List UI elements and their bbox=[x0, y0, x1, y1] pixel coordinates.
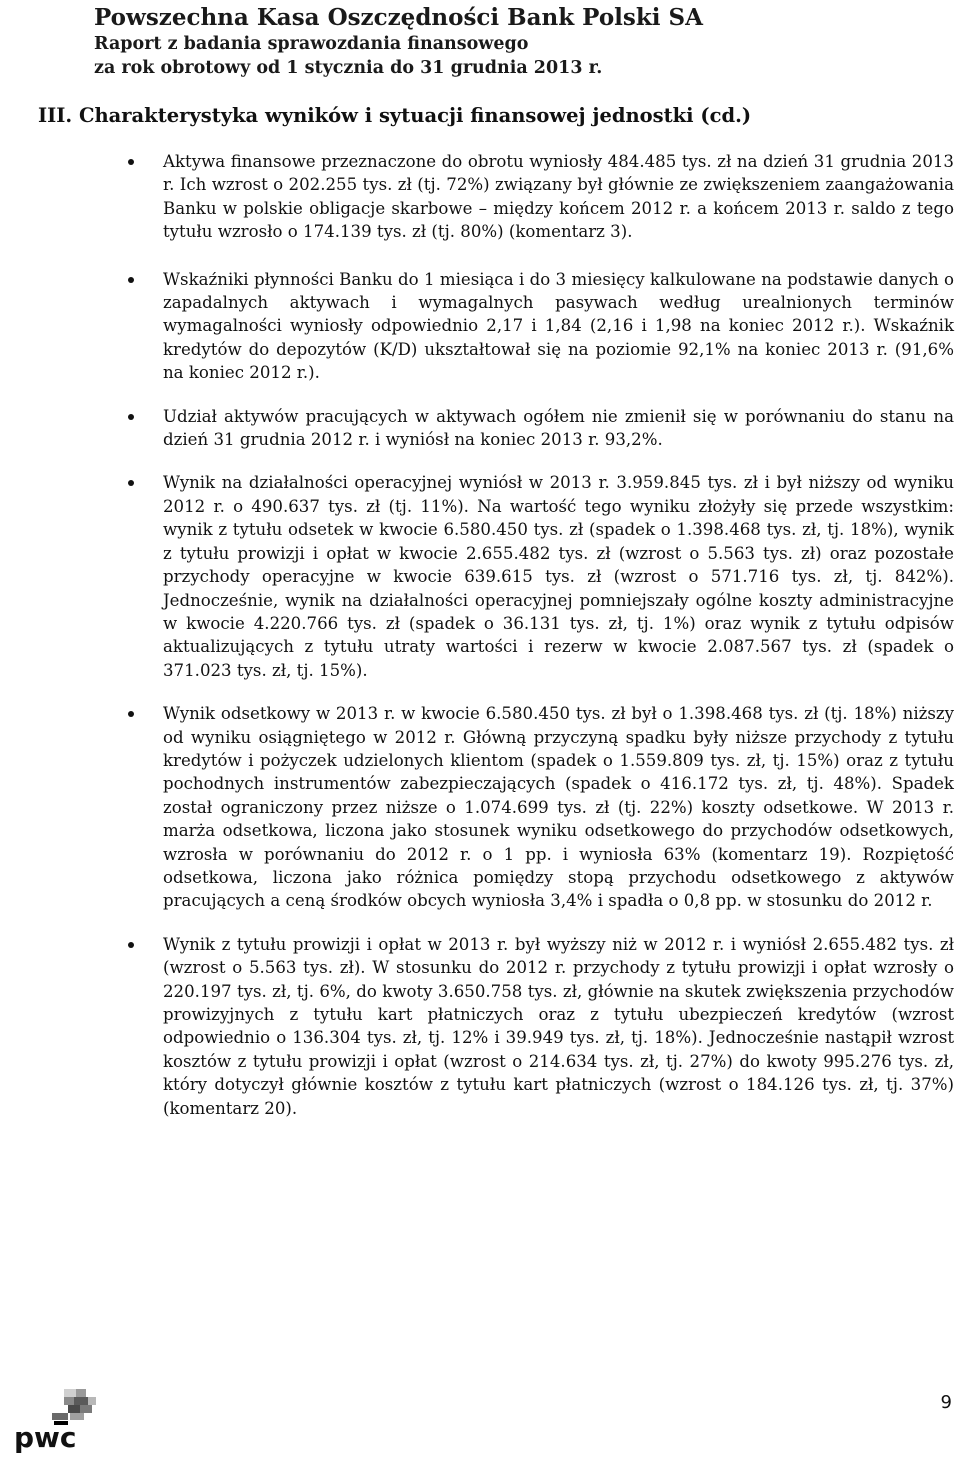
bullet-icon bbox=[128, 942, 134, 948]
report-title: Raport z badania sprawozdania finansowego bbox=[94, 34, 529, 54]
pwc-logo-icon bbox=[8, 1383, 104, 1453]
pwc-logo bbox=[8, 1383, 104, 1453]
bullet-icon bbox=[128, 159, 134, 165]
bullet-icon bbox=[128, 480, 134, 486]
report-period: za rok obrotowy od 1 stycznia do 31 grudnia 2013 r. bbox=[94, 58, 603, 78]
list-item-text: Aktywa finansowe przeznaczone do obrotu wyniosły 484.485 tys. zł na dzień 31 grudnia 2013 r. Ich wzrost o 202.255 tys. zł (tj. 72%) związany był głównie ze zwiększeniem zaangażowania Banku w polskie obligacje skarbowe – między końcem 2012 r. a końcem 2013 r. saldo z tego tytułu wzrosło o 174.139 tys. zł (tj. 80%) (komentarz 3). bbox=[163, 152, 954, 242]
section-title: III. Charakterystyka wyników i sytuacji finansowej jednostki (cd.) bbox=[38, 104, 752, 127]
pwc-logo-text: pwc bbox=[14, 1421, 77, 1453]
list-item-text: Udział aktywów pracujących w aktywach ogółem nie zmienił się w porównaniu do stanu na dzień 31 grudnia 2012 r. i wyniósł na koniec 2013 r. 93,2%. bbox=[163, 406, 954, 450]
bullet-icon bbox=[128, 711, 134, 717]
list-item bbox=[126, 702, 954, 913]
company-name: Powszechna Kasa Oszczędności Bank Polski SA bbox=[94, 4, 704, 31]
bullet-list bbox=[126, 150, 954, 1140]
report-header bbox=[94, 4, 934, 80]
list-item-text: Wynik na działalności operacyjnej wyniósł w 2013 r. 3.959.845 tys. zł i był niższy od wyniku 2012 r. o 490.637 tys. zł (tj. 11%). Na wartość tego wyniku złożyły się przede wszystkim: wynik z tytułu odsetek w kwocie 6.580.450 tys. zł (spadek o 1.398.468 tys. zł, tj. 18%), wynik z tytułu prowizji i opłat w kwocie 2.655.482 tys. zł (wzrost o 5.563 tys. zł) oraz pozostałe przychody operacyjne w kwocie 639.615 tys. zł (wzrost o 571.716 tys. zł, tj. 842%). Jednocześnie, wynik na działalności operacyjnej pomniejszały ogólne koszty administracyjne w kwocie 4.220.766 tys. zł (spadek o 36.131 tys. zł, tj. 1%) oraz wynik z tytułu odpisów aktualizujących z tytułu utraty wartości i rezerw w kwocie 2.087.567 tys. zł (spadek o 371.023 tys. zł, tj. 15%). bbox=[163, 473, 954, 680]
list-item-text: Wskaźniki płynności Banku do 1 miesiąca i do 3 miesięcy kalkulowane na podstawie danych o zapadalnych aktywach i wymagalnych pasywach według urealnionych terminów wymagalności wyniosły odpowiednio 2,17 i 1,84 (2,16 i 1,98 na koniec 2012 r.). Wskaźnik kredytów do depozytów (K/D) ukształtował się na poziomie 92,1% na koniec 2013 r. (91,6% na koniec 2012 r.). bbox=[163, 269, 954, 383]
list-item bbox=[126, 268, 954, 385]
list-item bbox=[126, 150, 954, 244]
bullet-icon bbox=[128, 277, 134, 283]
list-item bbox=[126, 933, 954, 1120]
list-item bbox=[126, 471, 954, 682]
bullet-icon bbox=[128, 414, 134, 420]
list-item-text: Wynik z tytułu prowizji i opłat w 2013 r. był wyższy niż w 2012 r. i wyniósł 2.655.482 tys. zł (wzrost o 5.563 tys. zł). W stosunku do 2012 r. przychody z tytułu prowizji i opłat wzrosły o 220.197 tys. zł, tj. 6%, do kwoty 3.650.758 tys. zł, głównie na skutek zwiększenia przychodów prowizyjnych z tytułu kart płatniczych oraz z tytułu ubezpieczeń kredytów (wzrost odpowiednio o 136.304 tys. zł, tj. 12% i 39.949 tys. zł, tj. 18%). Jednocześnie nastąpił wzrost kosztów z tytułu prowizji i opłat (wzrost o 214.634 tys. zł, tj. 27%) do kwoty 995.276 tys. zł, który dotyczył głównie kosztów z tytułu kart płatniczych (wzrost o 184.126 tys. zł, tj. 37%) (komentarz 20). bbox=[163, 934, 954, 1118]
page-number: 9 bbox=[940, 1392, 952, 1413]
list-item-text: Wynik odsetkowy w 2013 r. w kwocie 6.580.450 tys. zł był o 1.398.468 tys. zł (tj. 18%) niższy od wyniku osiągniętego w 2012 r. Główną przyczyną spadku były niższe przychody z tytułu kredytów i pożyczek udzielonych klientom (spadek o 1.559.809 tys. zł, tj. 15%) oraz z tytułu pochodnych instrumentów zabezpieczających (spadek o 416.172 tys. zł, tj. 48%). Spadek został ograniczony przez niższe o 1.074.699 tys. zł (tj. 22%) koszty odsetkowe. W 2013 r. marża odsetkowa, liczona jako stosunek wyniku odsetkowego do przychodów odsetkowych, wzrosła w porównaniu do 2012 r. o 1 pp. i wyniosła 63% (komentarz 19). Rozpiętość odsetkowa, liczona jako różnica pomiędzy stopą przychodu odsetkowego z aktywów pracujących a ceną środków obcych wyniosła 3,4% i spadła o 0,8 pp. w stosunku do 2012 r. bbox=[163, 704, 954, 911]
list-item bbox=[126, 405, 954, 452]
